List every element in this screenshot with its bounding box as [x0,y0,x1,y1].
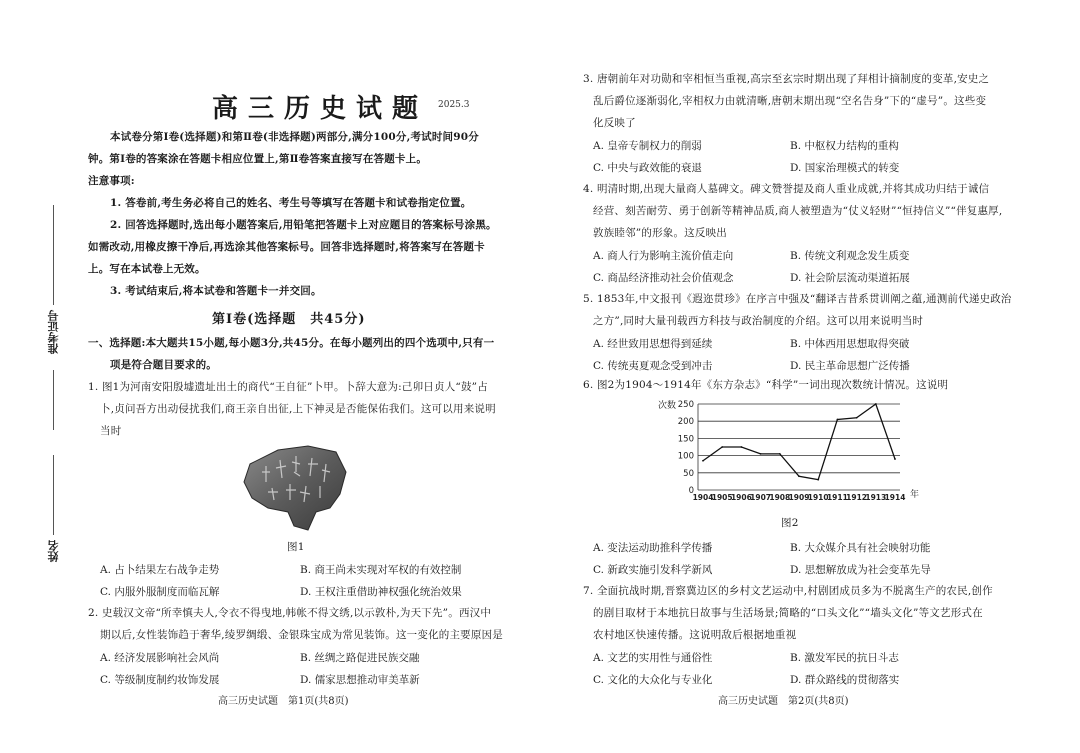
notice-1: 1. 答卷前,考生务必将自己的姓名、考生号等填写在答题卡和试卷指定位置。 [110,197,472,209]
q4-option-c: C. 商品经济推动社会价值观念 [593,272,734,284]
page-title: 高三历史试题 [212,94,429,124]
chart-data-point [894,458,896,460]
q5-option-c: C. 传统夷夏观念受到冲击 [593,360,713,372]
chart-y-tick-label: 50 [683,468,694,479]
chart-y-tick-label: 0 [688,486,694,496]
q4-option-b: B. 传统文利观念发生质变 [790,250,910,262]
q4-stem-line-2: 经营、刻苦耐劳、勇于创新等精神品质,商人被塑造为“仗义轻财”“恒持信义”“伴复惠厚, [593,205,1003,217]
exam-date: 2025.3 [438,100,470,110]
q3-option-b: B. 中枢权力结构的重构 [790,140,899,152]
notice-2-line-2: 如需改动,用橡皮擦干净后,再选涂其他答案标号。回答非选择题时,将答案写在答题卡 [88,241,485,253]
page-1-footer: 高三历史试题 第1页(共8页) [218,696,349,707]
q2-option-b: B. 丝绸之路促进民族交融 [300,652,420,664]
q5-stem-line-1: 5. 1853年,中文报刊《遐迩贯珍》在序言中强及“翻译吉昔系贯训阐之蕴,通测前代递史政治 [583,293,1012,305]
q7-stem-line-1: 7. 全面抗战时期,晋察冀边区的乡村文艺运动中,村剧团成员多为不脱离生产的农民,创作 [583,585,993,597]
science-frequency-chart [650,394,920,512]
name-line [53,455,54,535]
q3-stem-line-1: 3. 唐朝前年对功勋和宰相恒当重视,高宗至玄宗时期出现了拜相计摘制度的变革,安史之 [583,73,990,85]
q7-option-b: B. 激发军民的抗日斗志 [790,652,899,664]
q3-option-c: C. 中央与政效能的衰退 [593,162,702,174]
q4-option-a: A. 商人行为影响主流价值走向 [593,250,734,262]
q2-option-a: A. 经济发展影响社会风尚 [100,652,220,664]
q7-stem-line-3: 农村地区快速传播。这说明敌后根据地重视 [593,629,797,641]
figure-1-caption: 图1 [287,541,305,553]
q7-option-c: C. 文化的大众化与专业化 [593,674,713,686]
q6-option-d: D. 思想解放成为社会变革先导 [790,564,931,576]
chart-y-tick-label: 150 [677,434,694,445]
q1-option-b: B. 商王尚未实现对军权的有效控制 [300,564,462,576]
chart-x-tick-label: 1907 [750,493,772,502]
chart-data-point [760,453,762,455]
q6-stem-line-1: 6. 图2为1904～1914年《东方杂志》“科学”一词出现次数统计情况。这说明 [583,379,949,391]
q7-stem-line-2: 的剧目取材于本地抗日故事与生活场景;简略的“口头文化”“墙头文化”等文艺形式在 [593,607,983,619]
q2-stem-line-1: 2. 史载汉文帝“所幸慎夫人,令衣不得曳地,帏帐不得文绣,以示敦朴,为天下先”。西汉中 [88,607,492,619]
exam-number-line [53,205,54,305]
chart-x-tick-label: 1910 [807,493,829,502]
q3-stem-line-2: 乱后爵位逐渐弱化,宰相权力由就清晰,唐朝末期出现“空名告身”下的“虚号”。这些变 [593,95,987,107]
q1-option-a: A. 占卜结果左右战争走势 [100,564,220,576]
q5-option-a: A. 经世致用思想得到延续 [593,338,713,350]
chart-series-line [703,404,895,480]
chart-x-tick-label: 1914 [884,493,906,502]
q2-option-c: C. 等级制度制约妆饰发展 [100,674,220,686]
chart-x-tick-label: 1906 [730,493,752,502]
chart-y-tick-label: 200 [677,417,694,428]
q6-option-c: C. 新政实施引发科学新风 [593,564,713,576]
q3-stem-line-3: 化反映了 [593,117,636,129]
chart-x-tick-label: 1909 [788,493,810,502]
notice-heading: 注意事项: [88,175,135,187]
q4-option-d: D. 社会阶层流动渠道拓展 [790,272,910,284]
chart-y-tick-label: 100 [677,451,694,462]
chart-data-point [875,403,877,405]
name-label: 姓名 [47,540,60,562]
q3-option-d: D. 国家治理模式的转变 [790,162,900,174]
q1-option-d: D. 王权注重借助神权强化统治效果 [300,586,462,598]
chart-x-tick-label: 1905 [711,493,733,502]
q6-option-b: B. 大众媒介具有社会映射功能 [790,542,931,554]
q2-option-d: D. 儒家思想推动审美革新 [300,674,420,686]
oracle-bone-image [238,442,358,534]
section-title: 第Ⅰ卷(选择题 共45分) [212,312,366,327]
chart-data-point [856,417,858,419]
page-2-footer: 高三历史试题 第2页(共8页) [718,696,849,707]
chart-x-tick-label: 1911 [826,493,848,502]
chart-data-point [798,475,800,477]
q1-stem-line-3: 当时 [100,425,122,437]
chart-y-tick-label: 250 [677,400,694,410]
chart-y-axis-label: 次数 [658,401,677,411]
intro-line-1: 本试卷分第Ⅰ卷(选择题)和第Ⅱ卷(非选择题)两部分,满分100分,考试时间90分 [110,131,479,143]
chart-x-axis-label: 年 [910,490,920,500]
q5-option-b: B. 中体西用思想取得突破 [790,338,910,350]
chart-data-point [817,479,819,481]
q7-option-d: D. 群众路线的贯彻落实 [790,674,900,686]
figure-2-caption: 图2 [781,517,799,529]
chart-data-point [837,419,839,421]
q5-stem-line-2: 之方”,同时大量刊载西方科技与政治制度的介绍。这可以用来说明当时 [593,315,924,327]
q1-stem-line-1: 1. 图1为河南安阳殷墟遗址出土的商代“王自征”卜甲。卜辞大意为:己卯日贞人“鼓”占 [88,381,488,393]
q7-option-a: A. 文艺的实用性与通俗性 [593,652,713,664]
q2-stem-line-2: 期以后,女性装饰趋于奢华,绫罗绸缎、金银珠宝成为常见装饰。这一变化的主要原因是 [100,629,503,641]
chart-x-tick-label: 1904 [692,493,714,502]
chart-x-tick-label: 1908 [769,493,791,502]
notice-3: 3. 考试结束后,将本试卷和答题卡一并交回。 [110,285,322,297]
q5-option-d: D. 民主革命思想广泛传播 [790,360,910,372]
notice-2-line-1: 2. 回答选择题时,选出每小题答案后,用铅笔把答题卡上对应题目的答案标号涂黑。 [110,219,497,231]
instruction-line-2: 项是符合题目要求的。 [110,359,217,371]
q4-stem-line-3: 敦族睦邻”的形象。这反映出 [593,227,727,239]
chart-x-tick-label: 1913 [865,493,887,502]
intro-line-2: 钟。第Ⅰ卷的答案涂在答题卡相应位置上,第Ⅱ卷答案直接写在答题卡上。 [88,153,428,165]
exam-number-line-lower [53,370,54,430]
exam-number-label: 准考证号 [47,310,60,354]
q1-stem-line-2: 卜,贞问吾方出动侵扰我们,商王亲自出征,上下神灵是否能保佑我们。这可以用来说明 [100,403,496,415]
chart-data-point [741,446,743,448]
q1-option-c: C. 内服外服制度而临瓦解 [100,586,220,598]
chart-data-point [721,446,723,448]
chart-data-point [779,453,781,455]
q6-option-a: A. 变法运动助推科学传播 [593,542,713,554]
q4-stem-line-1: 4. 明清时期,出现大量商人墓碑文。碑文赞誉提及商人重业成就,并将其成功归结于诚信 [583,183,990,195]
instruction-line-1: 一、选择题:本大题共15小题,每小题3分,共45分。在每小题列出的四个选项中,只有一 [88,337,495,349]
chart-data-point [702,460,704,462]
chart-x-tick-label: 1912 [846,493,868,502]
notice-2-line-3: 上。写在本试卷上无效。 [88,263,206,275]
q3-option-a: A. 皇帝专制权力的削弱 [593,140,702,152]
